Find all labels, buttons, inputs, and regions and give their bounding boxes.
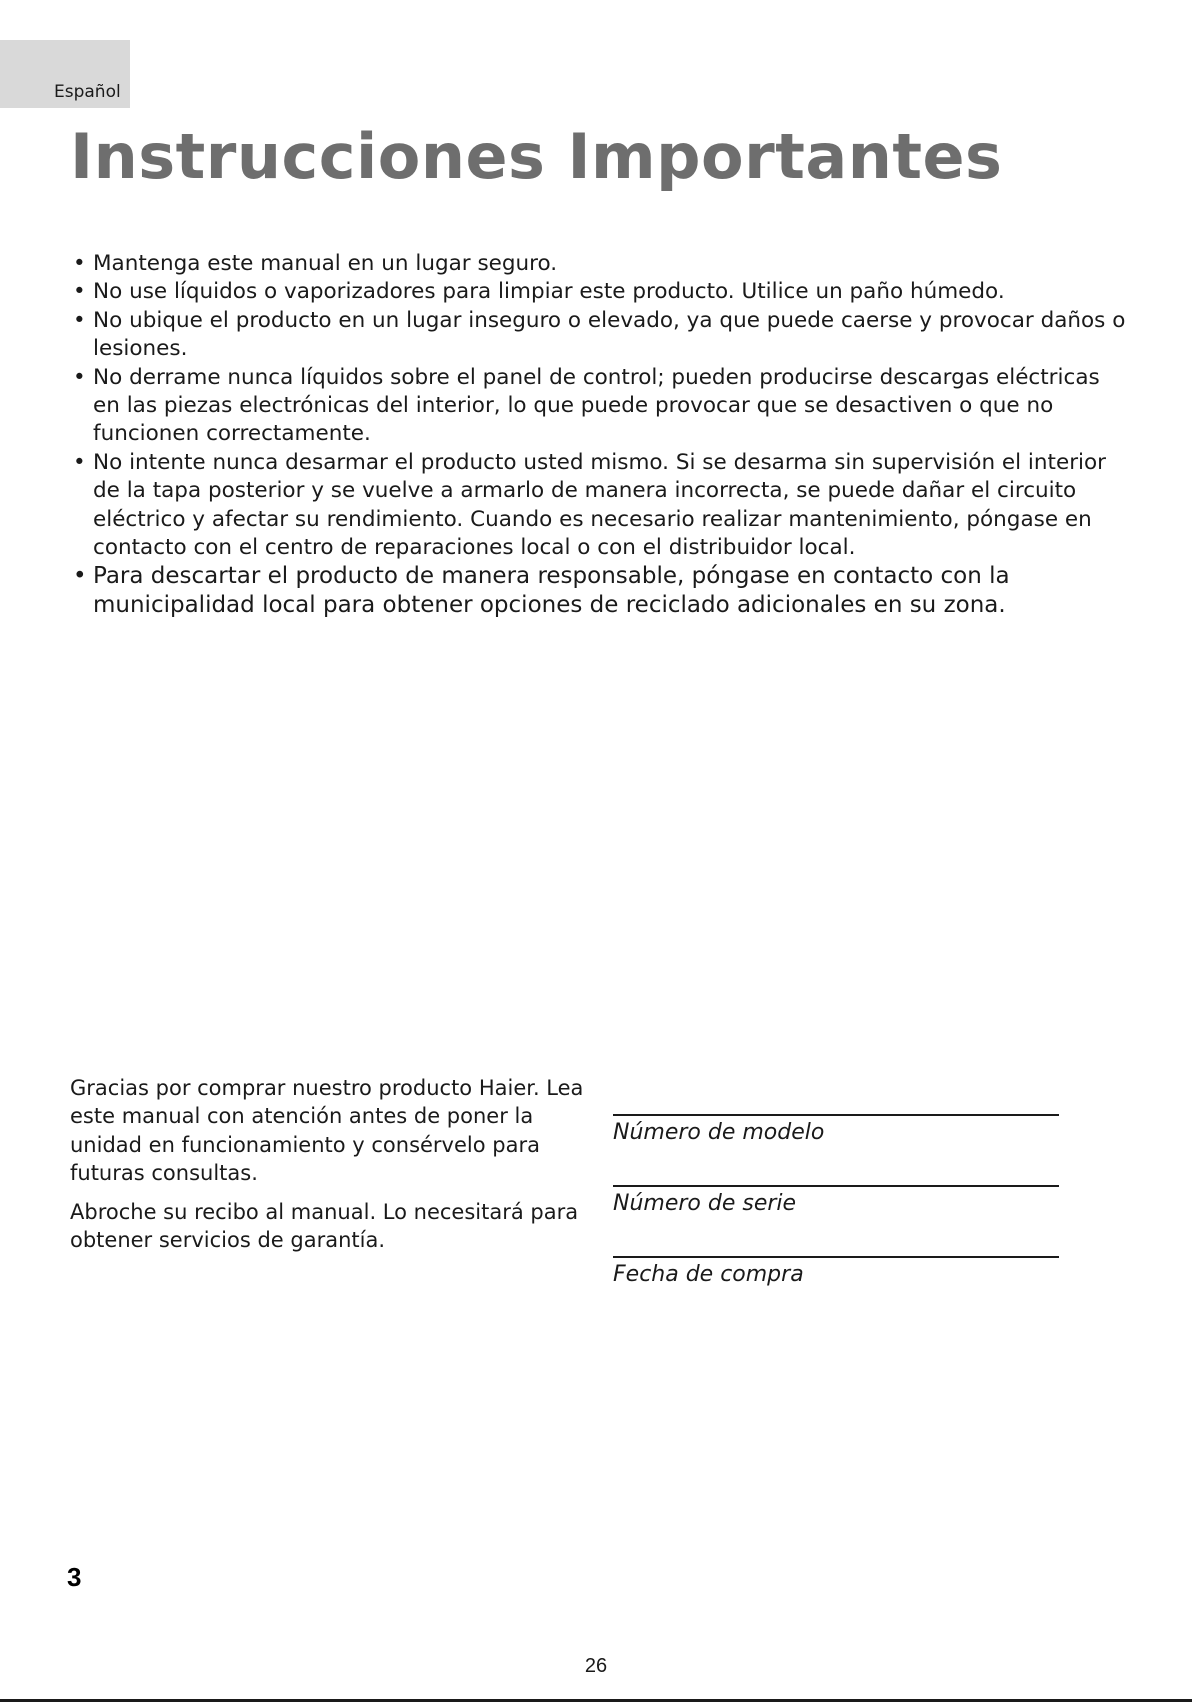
list-item-text: No derrame nunca líquidos sobre el panel de control; pueden producirse descargas eléctricas en las piezas electrónicas del interior, lo que puede provocar que se desactiven o que no funcionen correctamente. <box>93 364 1100 447</box>
thank-you-paragraph: Gracias por comprar nuestro producto Haier. Lea este manual con atención antes de poner la unidad en funcionamiento y consérvelo para futuras consultas. <box>70 1076 584 1186</box>
list-item <box>70 449 1130 563</box>
serial-number-field: Número de serie <box>613 1185 1059 1216</box>
bullet-icon: • <box>73 563 87 590</box>
list-item-text: Mantenga este manual en un lugar seguro. <box>93 251 558 276</box>
bullet-icon: • <box>73 449 86 475</box>
list-item <box>70 278 1130 306</box>
purchase-date-field: Fecha de compra <box>613 1256 1059 1287</box>
thank-you-note <box>70 1074 590 1264</box>
language-tab <box>0 40 130 108</box>
section-number: 3 <box>67 1562 82 1592</box>
page-number: 26 <box>584 1655 608 1677</box>
bullet-icon: • <box>73 279 86 305</box>
list-item <box>70 250 1130 278</box>
receipt-paragraph: Abroche su recibo al manual. Lo necesitará para obtener servicios de garantía. <box>70 1199 579 1253</box>
list-item <box>70 562 1130 619</box>
list-item-text: No intente nunca desarmar el producto usted mismo. Si se desarma sin supervisión el interior de la tapa posterior y se vuelve a armarlo de manera incorrecta, se puede dañar el circuito eléctrico y afectar su rendimiento. Cuando es necesario realizar mantenimiento, póngase en contacto con el centro de reparaciones local o con el distribuidor local. <box>93 449 1106 561</box>
list-item-text: No use líquidos o vaporizadores para limpiar este producto. Utilice un paño húmedo. <box>93 279 1005 305</box>
model-number-field: Número de modelo <box>613 1114 1059 1145</box>
list-item <box>70 364 1130 449</box>
bullet-icon: • <box>73 307 86 333</box>
instructions-list <box>70 250 1130 619</box>
language-tab-label: Español <box>54 82 121 102</box>
bullet-icon: • <box>73 364 86 390</box>
bullet-icon: • <box>73 251 86 276</box>
page-title: Instrucciones Importantes <box>70 120 1003 193</box>
list-item-text: No ubique el producto en un lugar inseguro o elevado, ya que puede caerse y provocar daños o lesiones. <box>93 307 1126 362</box>
list-item <box>70 307 1130 364</box>
list-item-text: Para descartar el producto de manera responsable, póngase en contacto con la municipalidad local para obtener opciones de reciclado adicionales en su zona. <box>93 563 1010 618</box>
